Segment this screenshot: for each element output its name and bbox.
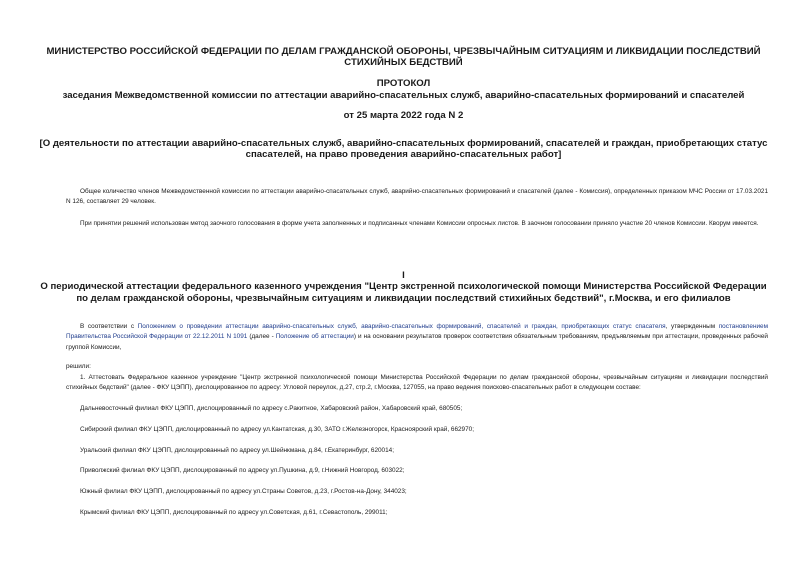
section-number: I: [402, 270, 405, 281]
decision-item-1: 1. Аттестовать Федеральное казенное учреждение "Центр экстренной психологической помощи Министерства Российской Федерации по делам гражданской обороны, чрезвычайным ситуациям и ликвидации последствий стихийных бедствий" (далее - ФКУ ЦЭПП), дислоцированное по адресу: Угловой переулок, д.27, стр.2, г.Москва, 127055, на право ведения поисково-спасательных работ в следующем составе:: [66, 374, 768, 392]
regulation-link[interactable]: Положением о проведении аттестации аварийно-спасательных служб, аварийно-спасательных формирований, спасателей и граждан, приобретающих статус спасателя: [137, 323, 666, 330]
decided-label: решили:: [66, 363, 91, 370]
branch-list-item: Дальневосточный филиал ФКУ ЦЭПП, дислоцированный по адресу с.Ракитное, Хабаровский район, Хабаровский край, 680505;: [80, 405, 463, 412]
branch-list-item: Сибирский филиал ФКУ ЦЭПП, дислоцированный по адресу ул.Кантатская, д.30, ЗАТО г.Железногорск, Красноярский край, 662970;: [80, 426, 474, 433]
protocol-date-number: от 25 марта 2022 года N 2: [343, 110, 464, 121]
basis-suffix: ) и на основании результатов проверок соответствия обязательным требованиям, предъявляемым при аттестации, проведенных рабочей группой Комиссии,: [66, 333, 768, 351]
attestation-regulation-link[interactable]: Положение об аттестации: [275, 333, 354, 341]
intro-paragraph-voting: При принятии решений использован метод заочного голосования в форме учета заполненных и подписанных членами Комиссии опросных листов. В заочном голосовании приняло участие 20 членов Комиссии. Кворум имеется.: [80, 220, 759, 227]
government-decree-link[interactable]: постановлением Правительства Российской Федерации от 22.12.2011 N 1091: [66, 323, 768, 341]
document-subject: [О деятельности по аттестации аварийно-спасательных служб, аварийно-спасательных формирований, спасателей и граждан, приобретающих статус спасателей, на право проведения аварийно-спасательных работ]: [39, 138, 768, 160]
basis-paragraph: [66, 322, 768, 353]
branch-list-item: Крымский филиал ФКУ ЦЭПП, дислоцированный по адресу ул.Советская, д.61, г.Севастополь, 299011;: [80, 509, 388, 516]
basis-prefix: В соответствии с: [80, 323, 138, 330]
intro-paragraph-members: Общее количество членов Межведомственной комиссии по аттестации аварийно-спасательных служб, аварийно-спасательных формирований и спасателей (далее - Комиссия), определенных приказом МЧС России от 17.03.2021 N 126, составляет 29 человек.: [66, 188, 768, 206]
branch-list-item: Южный филиал ФКУ ЦЭПП, дислоцированный по адресу ул.Страны Советов, д.23, г.Ростов-на-Дону, 344023;: [80, 488, 407, 495]
basis-mid-2: (далее -: [247, 333, 276, 341]
basis-mid-1: , утвержденным: [665, 323, 719, 330]
ministry-heading: МИНИСТЕРСТВО РОССИЙСКОЙ ФЕДЕРАЦИИ ПО ДЕЛАМ ГРАЖДАНСКОЙ ОБОРОНЫ, ЧРЕЗВЫЧАЙНЫМ СИТУАЦИЯМ И ЛИКВИДАЦИИ ПОСЛЕДСТВИЙ СТИХИЙНЫХ БЕДСТВИЙ: [46, 46, 761, 68]
branch-list-item: Уральский филиал ФКУ ЦЭПП, дислоцированный по адресу ул.Шейнкмана, д.84, г.Екатеринбург, 620014;: [80, 447, 394, 454]
protocol-title: ПРОТОКОЛ: [376, 78, 431, 89]
section-title: О периодической аттестации федерального казенного учреждения "Центр экстренной психологической помощи Министерства Российской Федерации по делам гражданской обороны, чрезвычайным ситуациям и ликвидации последствий стихийных бедствий", г.Москва, и его филиалов: [40, 281, 767, 304]
protocol-subtitle: заседания Межведомственной комиссии по аттестации аварийно-спасательных служб, аварийно-спасательных формирований и спасателей: [62, 90, 745, 101]
branch-list-item: Приволжский филиал ФКУ ЦЭПП, дислоцированный по адресу ул.Пушкина, д.9, г.Нижний Новгород, 603022;: [80, 467, 405, 474]
